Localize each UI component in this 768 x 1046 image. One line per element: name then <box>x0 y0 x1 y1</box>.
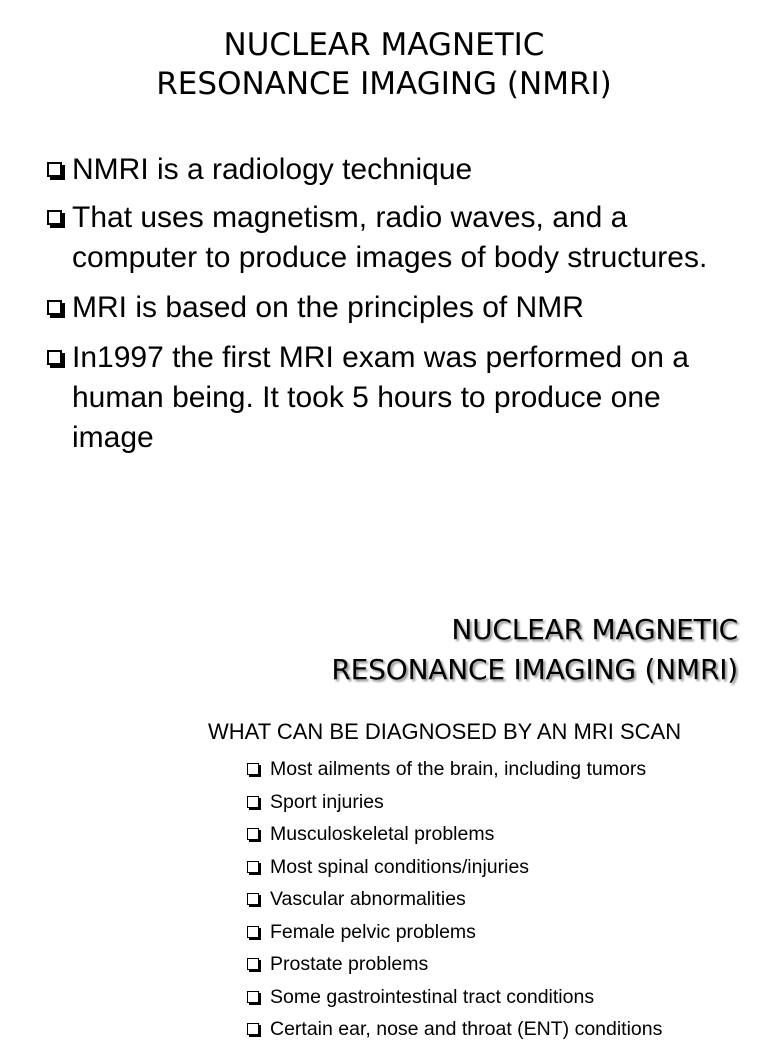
slide-1-title <box>0 26 768 104</box>
slide-2-title <box>331 610 738 690</box>
checkbox-square-icon <box>47 210 62 225</box>
checkbox-square-icon <box>47 300 62 315</box>
checkbox-square-icon <box>247 1023 259 1035</box>
slide-2-bullet-text: Most spinal conditions/injuries <box>270 855 530 878</box>
slide-2-subheading: WHAT CAN BE DIAGNOSED BY AN MRI SCAN <box>208 719 682 744</box>
slide-1-title-line-1: NUCLEAR MAGNETIC <box>223 27 545 63</box>
slide-1-bullet-text: In1997 the first MRI exam was performed on a human being. It took 5 hours to produce one image <box>72 341 689 454</box>
checkbox-square-icon <box>247 763 259 775</box>
slide-1-title-line-2: RESONANCE IMAGING (NMRI) <box>156 66 612 102</box>
slide-2 <box>0 560 768 1040</box>
slide-1-bullet <box>46 150 746 190</box>
checkbox-square-icon <box>247 828 259 840</box>
checkbox-square-icon <box>47 350 62 365</box>
slide-2-bullet-text: Most ailments of the brain, including tumors <box>270 758 647 780</box>
slide-2-bullet-text: Some gastrointestinal tract conditions <box>270 985 595 1008</box>
slide-2-bullet-text: Certain ear, nose and throat (ENT) conditions <box>270 1018 663 1040</box>
slide-2-bullet-list <box>246 753 746 1046</box>
slide-2-bullet <box>246 948 746 981</box>
checkbox-square-icon <box>247 861 259 873</box>
slide-2-bullet-text: Female pelvic problems <box>270 920 476 943</box>
slide-1-bullet-text: NMRI is a radiology technique <box>72 153 473 186</box>
slide-1-bullet-list <box>46 150 746 467</box>
slide-2-bullet <box>246 916 746 949</box>
slide-2-title-line-2: RESONANCE IMAGING (NMRI) <box>331 653 738 686</box>
checkbox-square-icon <box>247 991 259 1003</box>
checkbox-square-icon <box>247 958 259 970</box>
checkbox-square-icon <box>247 893 259 905</box>
slide-2-bullet <box>246 981 746 1014</box>
slide-2-bullet <box>246 786 746 819</box>
checkbox-square-icon <box>247 796 259 808</box>
slide-2-bullet <box>246 753 746 786</box>
slide-2-bullet-text: Vascular abnormalities <box>270 888 466 910</box>
slide-2-bullet <box>246 851 746 884</box>
slide-2-bullet <box>246 883 746 916</box>
slide-1-bullet <box>46 338 746 458</box>
checkbox-square-icon <box>247 926 259 938</box>
slide-2-title-line-1: NUCLEAR MAGNETIC <box>451 613 738 646</box>
slide-1-bullet-text: MRI is based on the principles of NMR <box>72 291 584 324</box>
slide-1-bullet <box>46 198 746 278</box>
slide-2-bullet-text: Sport injuries <box>270 790 384 813</box>
slide-1-bullet <box>46 288 746 328</box>
slide-2-bullet <box>246 818 746 851</box>
slide-2-bullet-text: Prostate problems <box>270 953 429 975</box>
checkbox-square-icon <box>47 162 62 177</box>
slide-1-bullet-text: That uses magnetism, radio waves, and a computer to produce images of body structures. <box>72 201 708 274</box>
slide-2-bullet-text: Musculoskeletal problems <box>270 823 495 845</box>
slide-2-bullet <box>246 1013 746 1046</box>
